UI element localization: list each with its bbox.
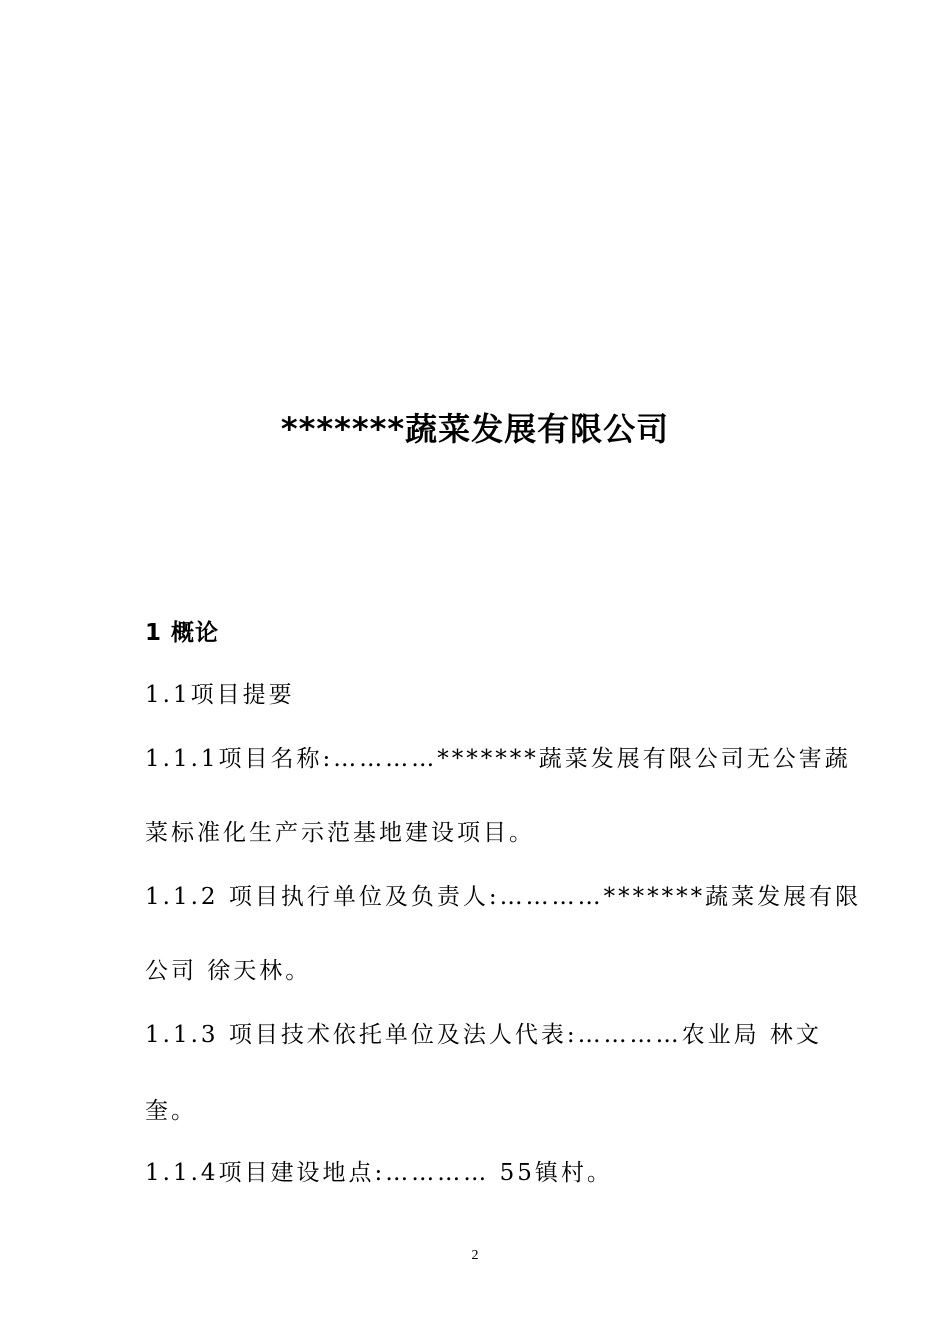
page-number: 2 xyxy=(471,1248,479,1263)
paragraph-line-5: 1.1.3 项目技术依托单位及法人代表:…………农业局 林文 xyxy=(145,1022,822,1048)
paragraph-line-7: 1.1.4项目建设地点:………… 55镇村。 xyxy=(145,1160,613,1186)
paragraph-line-6: 奎。 xyxy=(145,1098,197,1124)
paragraph-line-3: 1.1.2 项目执行单位及负责人:…………*******蔬菜发展有限 xyxy=(145,884,862,910)
paragraph-line-2: 菜标准化生产示范基地建设项目。 xyxy=(145,820,535,846)
section-heading: 1 概论 xyxy=(145,620,220,646)
company-title: *******蔬菜发展有限公司 xyxy=(280,410,670,448)
paragraph-line-1: 1.1.1项目名称:…………*******蔬菜发展有限公司无公害蔬 xyxy=(145,746,851,772)
paragraph-line-4: 公司 徐天林。 xyxy=(145,958,312,984)
subsection-heading: 1.1项目提要 xyxy=(145,682,295,708)
